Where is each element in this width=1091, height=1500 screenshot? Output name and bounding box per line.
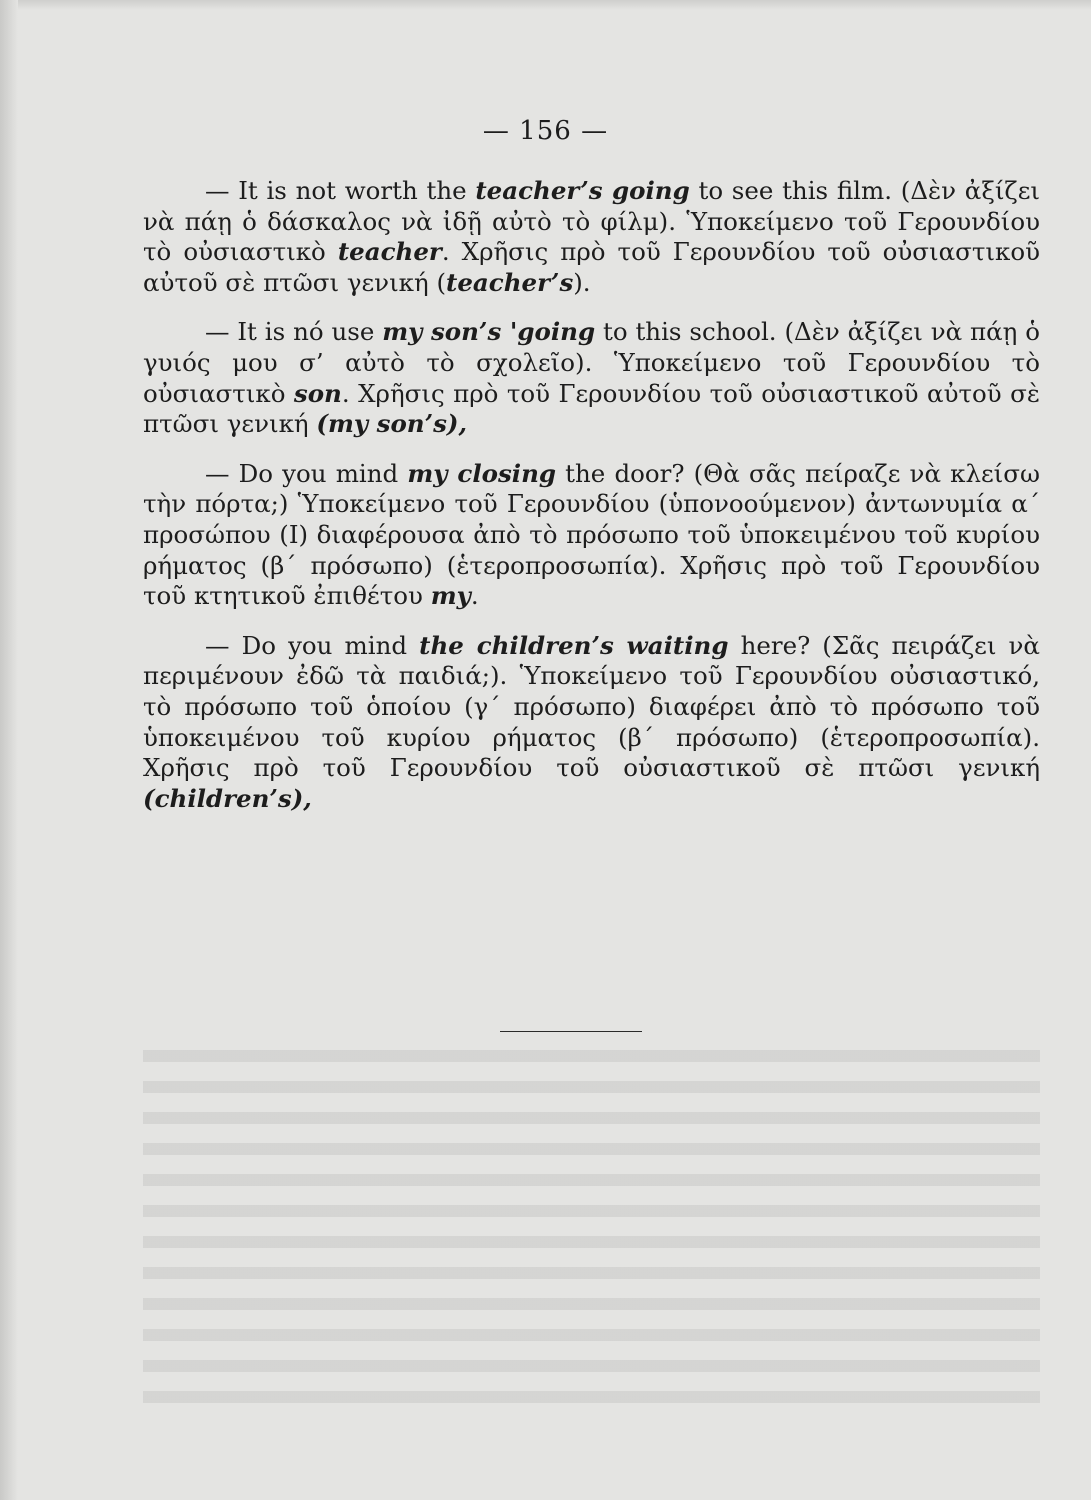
text-run: to this school. (Δὲν ἀξίζει νὰ πάῃ ὁ γυιός μου σ’ αὐτὸ τὸ σχολεῖο). Ὑποκείμενο τοῦ Γερουνδίου τὸ οὐσιαστικὸ <box>143 317 1040 408</box>
example-emphasis: my son’s 'going <box>382 317 596 347</box>
example-emphasis: (my son’s), <box>316 409 468 439</box>
paragraph-sons-going <box>143 317 1040 439</box>
body-text <box>143 176 1040 833</box>
text-run: here? (Σᾶς πειράζει νὰ περιμένουν ἐδῶ τὰ παιδιά;). Ὑποκείμενο τοῦ Γερουνδίου οὐσιαστικό, τὸ πρόσωπο τοῦ ὁποίου (γ΄ πρόσωπο) διαφέρει ἀπὸ τὸ πρόσωπο τοῦ ὑποκειμένου τοῦ κυρίου ρήματος (β΄ πρόσωπο) (ἑτεροπροσωπία). Χρῆσις πρὸ τοῦ Γερουνδίου τοῦ οὐσιαστικοῦ σὲ πτῶσι γενική <box>143 630 1040 783</box>
text-run: the door? (Θὰ σᾶς πείραζε νὰ κλείσω τὴν πόρτα;) Ὑποκείμενο τοῦ Γερουνδίου (ὑπονοούμενον) ἀντωνυμία α΄ προσώπου (I) διαφέρουσα ἀπὸ τὸ πρόσωπο τοῦ ὑποκειμένου τοῦ κυρίου ρήματος (β΄ πρόσωπο) (ἑτεροπροσωπία). Χρῆσις πρὸ τοῦ Γερουνδίου τοῦ κτητικοῦ ἐπιθέτου <box>143 458 1040 611</box>
paragraph-childrens-waiting <box>143 631 1040 815</box>
text-run: ). <box>573 267 591 297</box>
text-run: — It is nó use <box>205 317 383 347</box>
paragraph-teachers-going <box>143 176 1040 298</box>
example-emphasis: teacher’s <box>446 267 574 297</box>
example-emphasis: son <box>293 378 342 408</box>
text-run: . Χρῆσις πρὸ τοῦ Γερουνδίου τοῦ οὐσιαστικοῦ αὐτοῦ σὲ πτῶσι γενική <box>143 378 1040 439</box>
text-run: — Do you mind <box>205 458 408 488</box>
page-number: — 156 — <box>482 116 609 146</box>
text-run: . <box>470 581 479 611</box>
bleed-through-text <box>143 1040 1040 1420</box>
example-emphasis: (children’s), <box>143 783 312 813</box>
example-emphasis: my <box>430 581 471 611</box>
scan-edge-top <box>0 0 1091 10</box>
example-emphasis: teacher <box>337 237 442 267</box>
text-run: to see this film. (Δὲν ἀξίζει νὰ πάῃ ὁ δάσκαλος νὰ ἰδῇ αὐτὸ τὸ φίλμ). Ὑποκείμενο τοῦ Γερουνδίου τὸ οὐσιαστικὸ <box>143 176 1040 267</box>
paragraph-my-closing <box>143 459 1040 612</box>
text-run: — It is not worth the <box>205 176 476 205</box>
text-run: — Do you mind <box>205 630 420 660</box>
example-emphasis: teacher’s going <box>475 176 690 205</box>
example-emphasis: my closing <box>407 458 557 488</box>
example-emphasis: the children’s waiting <box>419 630 729 660</box>
text-run: . Χρῆσις πρὸ τοῦ Γερουνδίου τοῦ οὐσιαστικοῦ αὐτοῦ σὲ πτῶσι γενική ( <box>143 237 1040 297</box>
section-divider <box>500 1031 642 1032</box>
scan-edge-left <box>0 0 18 1500</box>
